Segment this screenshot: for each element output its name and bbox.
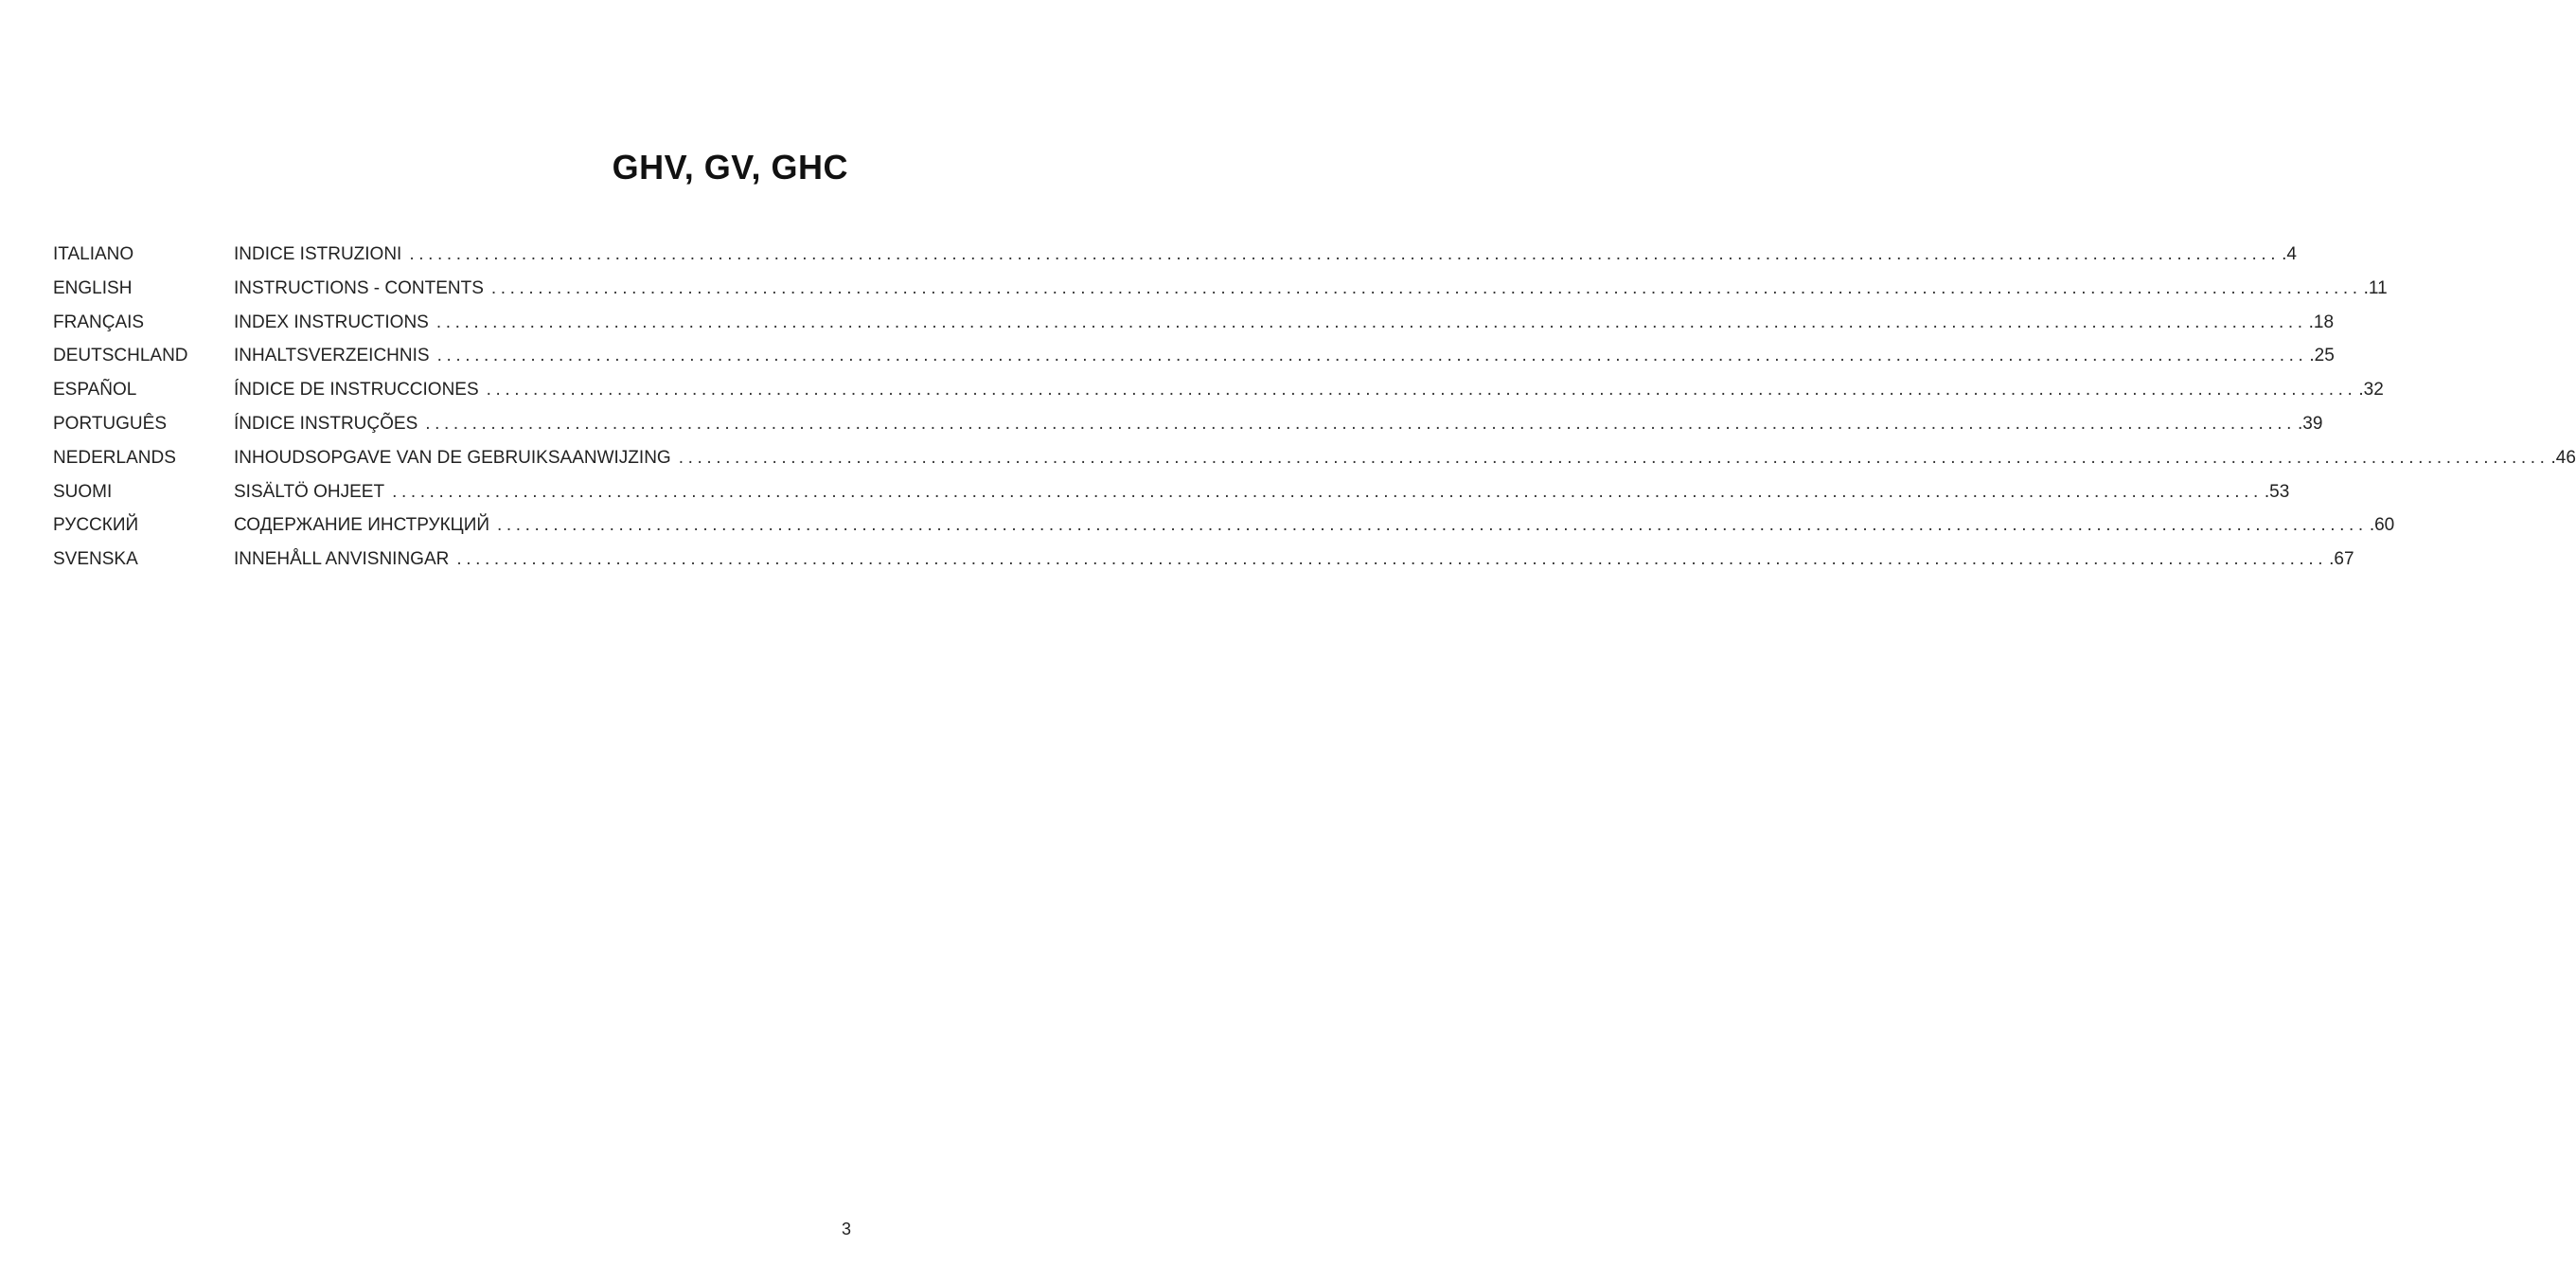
toc-page: .11 (2363, 277, 2388, 298)
toc-heading: INHALTSVERZEICHNIS (234, 346, 430, 366)
toc-entry (234, 413, 2323, 435)
dot-leader: ........................................................................................................................................................................................................ (490, 277, 2362, 298)
toc-entry (234, 346, 2335, 366)
toc-heading: INDEX INSTRUCTIONS (234, 312, 429, 332)
toc-heading: INSTRUCTIONS - CONTENTS (234, 277, 484, 298)
toc-entry (234, 244, 2297, 265)
toc-language: SUOMI (53, 481, 113, 502)
toc-entry (234, 549, 2354, 570)
toc-page: .25 (2309, 346, 2335, 366)
toc-page: .46 (2550, 447, 2576, 468)
dot-leader: ........................................................................................................................................................................................................ (678, 447, 2549, 468)
dot-leader: ........................................................................................................................................................................................................ (392, 481, 2263, 502)
toc-language: ENGLISH (53, 277, 133, 298)
toc-page: .18 (2308, 312, 2335, 332)
toc-entry (234, 447, 2576, 469)
toc-heading: INDICE ISTRUZIONI (234, 244, 402, 264)
toc-row-svenska[interactable] (53, 549, 2354, 583)
toc-language: ITALIANO (53, 244, 134, 264)
toc-language: FRANÇAIS (53, 312, 145, 332)
toc-heading: ÍNDICE DE INSTRUCCIONES (234, 380, 479, 401)
toc-page: .67 (2329, 549, 2354, 570)
toc-row-english[interactable] (53, 277, 2388, 312)
dot-leader: ........................................................................................................................................................................................................ (497, 515, 2368, 536)
toc-row-russian[interactable] (53, 515, 2395, 549)
toc-language: PORTUGUÊS (53, 413, 168, 434)
toc-heading: INHOUDSOPGAVE VAN DE GEBRUIKSAANWIJZING (234, 447, 671, 468)
toc-heading: SISÄLTÖ OHJEET (234, 481, 385, 502)
toc-row-suomi[interactable] (53, 481, 2290, 516)
toc-entry (234, 515, 2395, 536)
dot-leader: ........................................................................................................................................................................................................ (409, 244, 2281, 264)
document-title: GHV, GV, GHC (612, 148, 848, 187)
toc-row-italiano[interactable] (53, 244, 2297, 278)
toc-page: .4 (2282, 244, 2297, 264)
toc-row-espanol[interactable] (53, 380, 2384, 414)
toc-row-portugues[interactable] (53, 413, 2323, 448)
toc-language: РУССКИЙ (53, 515, 139, 536)
toc-row-francais[interactable] (53, 312, 2335, 347)
toc-row-nederlands[interactable] (53, 447, 2576, 482)
toc-heading: ÍNDICE INSTRUÇÕES (234, 413, 418, 434)
toc-entry (234, 277, 2388, 299)
dot-leader: ........................................................................................................................................................................................................ (436, 346, 2308, 366)
page-number: 3 (841, 1220, 851, 1238)
toc-language: SVENSKA (53, 549, 138, 570)
dot-leader: ........................................................................................................................................................................................................ (435, 312, 2307, 332)
toc-heading: СОДЕРЖАНИЕ ИНСТРУКЦИЙ (234, 515, 490, 536)
dot-leader: ........................................................................................................................................................................................................ (456, 549, 2328, 570)
toc-language: NEDERLANDS (53, 447, 176, 468)
toc-language: DEUTSCHLAND (53, 346, 188, 366)
toc-entry (234, 380, 2384, 401)
toc-page: .60 (2369, 515, 2395, 536)
dot-leader: ........................................................................................................................................................................................................ (486, 380, 2357, 401)
toc-entry (234, 312, 2335, 333)
toc-page: .53 (2264, 481, 2290, 502)
table-of-contents (53, 244, 2576, 583)
toc-heading: INNEHÅLL ANVISNINGAR (234, 549, 450, 570)
toc-page: .39 (2298, 413, 2323, 434)
toc-row-deutschland[interactable] (53, 346, 2335, 380)
toc-language: ESPAÑOL (53, 380, 137, 401)
toc-entry (234, 481, 2290, 503)
toc-page: .32 (2358, 380, 2384, 401)
dot-leader: ........................................................................................................................................................................................................ (425, 413, 2297, 434)
